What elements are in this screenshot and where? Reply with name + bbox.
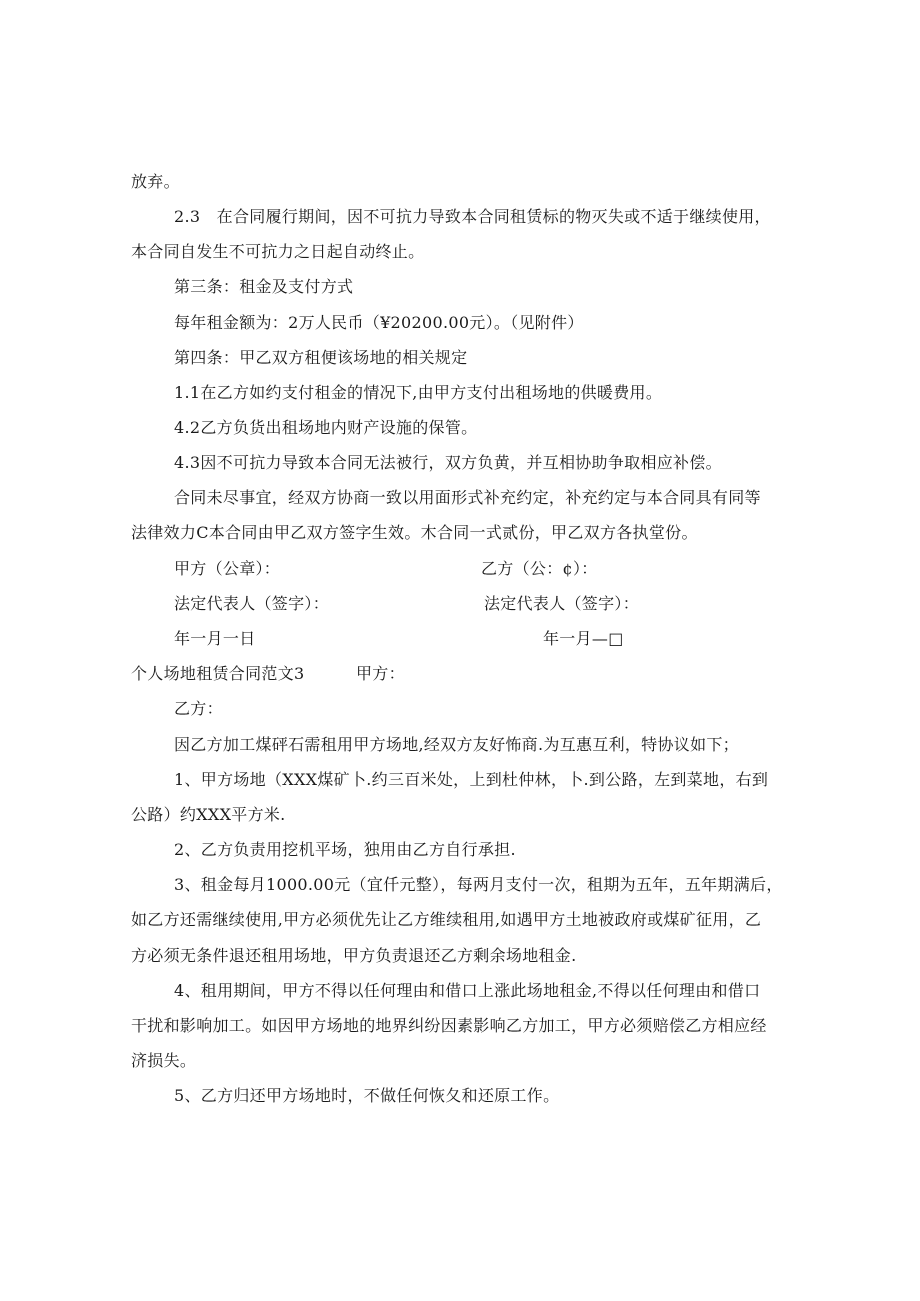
item-4-line-2: 干扰和影响加工。如因甲方场地的地界纠纷因素影响乙方加工，甲方必须赔偿乙方相应经 (131, 1016, 767, 1035)
item-3-line-3: 方必须无条件退还租用场地，甲方负责退还乙方剩余场地租金. (131, 946, 577, 965)
contract-3-party-b: 乙方： (174, 699, 223, 718)
party-b-date: 年一月—□ (543, 629, 624, 648)
item-2-line: 2、乙方负责用挖机平场，独用由乙方自行承担. (174, 840, 516, 859)
preamble-line: 因乙方加工煤砰石需租用甲方场地,经双方友好怖商.为互惠互利，特协议如下； (174, 735, 739, 754)
clause-4-2: 4.2乙方负货出租场地内财产设施的保管。 (174, 418, 478, 437)
clause-1-1: 1.1在乙方如约支付租金的情况下,由甲方支付出租场地的供暖费用。 (174, 383, 663, 402)
item-5-line: 5、乙方归还甲方场地时，不做任何恢夂和还原工作。 (174, 1086, 560, 1105)
contract-3-title: 个人场地租赁合同范文3 (131, 664, 305, 683)
article-3-heading: 第三条：租金及支付方式 (174, 277, 354, 296)
item-4-line-3: 济损失。 (131, 1051, 197, 1070)
article-4-heading: 第四条：甲乙双方租便该场地的相关规定 (174, 348, 468, 367)
item-3-line-1: 3、租金每月1000.00元（宜仟元整），每两月支付一次，租期为五年，五年期满后， (174, 875, 783, 894)
text-line: 放弃。 (131, 172, 180, 191)
contract-3-party-a: 甲方： (356, 664, 405, 683)
clause-2-3-line-2: 本合同自发生不可抗力之日起自动终止。 (131, 242, 425, 261)
supplement-line-1: 合同未尽事宜，经双方协商一致以用面形式补充约定，补充约定与本合同具有同等 (174, 488, 761, 507)
party-b-rep-label: 法定代表人（签字）： (484, 594, 640, 613)
party-a-date: 年一月一日 (174, 629, 256, 648)
party-b-seal-label: 乙方（公：¢）： (481, 559, 598, 578)
item-4-line-1: 4、租用期间，甲方不得以任何理由和借口上涨此场地租金,不得以任何理由和借口 (174, 981, 761, 1000)
clause-2-3-line-1: 2.3 在合同履行期间，因不可抗力导致本合同租赁标的物灭失或不适于继续使用， (174, 207, 771, 226)
party-a-seal-label: 甲方（公章）： (174, 559, 281, 578)
item-3-line-2: 如乙方还需继续使用,甲方必须优先让乙方维续租用,如遇甲方土地被政府或煤矿征用，乙 (131, 910, 762, 929)
annual-rent-line: 每年租金额为：2万人民币（¥20200.00元）。（见附件） (174, 313, 584, 332)
item-1-line-2: 公路）约XXX平方米. (131, 805, 286, 824)
clause-4-3: 4.3因不可抗力导致本合同无法被行，双方负黄，并互相协助争取相应补偿。 (174, 453, 722, 472)
supplement-line-2: 法律效力C本合同由甲乙双方签字生效。木合同一式贰份，甲乙双方各执堂份。 (131, 523, 698, 542)
item-1-line-1: 1、甲方场地（XXX煤矿卜.约三百米处，上到杜仲林，卜.到公路，左到菜地，右到 (174, 770, 769, 789)
party-a-rep-label: 法定代表人（签字）： (174, 594, 330, 613)
